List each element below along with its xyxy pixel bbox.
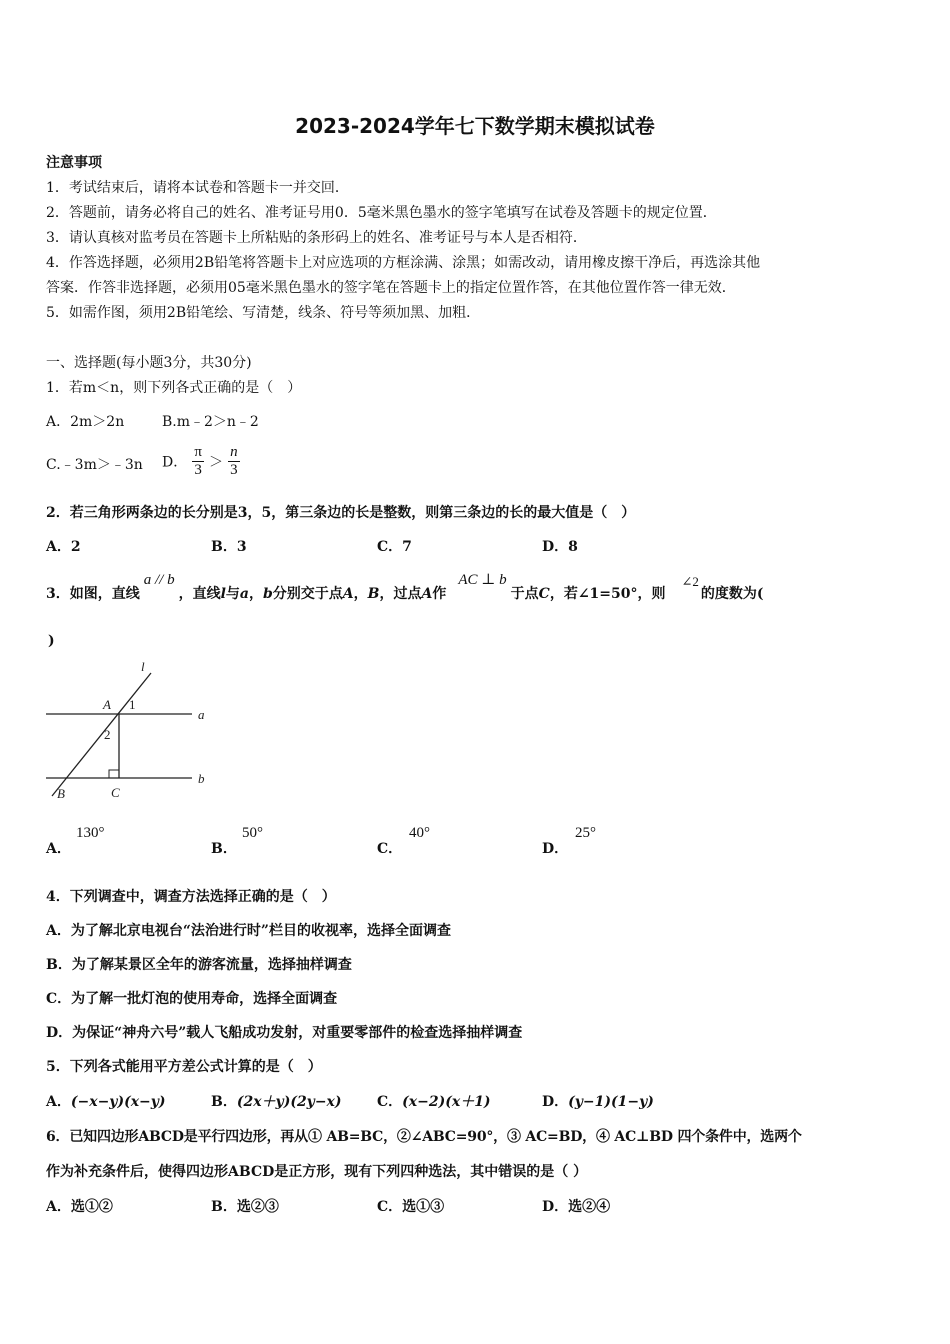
q3-text-18: 的度数为( — [700, 586, 764, 602]
label-angle-1: 1 — [129, 697, 136, 712]
q1-option-d-label: D． — [162, 454, 188, 471]
q2-option-b: B．3 — [211, 539, 247, 555]
q1-frac2-num: n — [230, 444, 238, 460]
q3-math-parallel: a // b — [143, 572, 175, 588]
q2-stem: 2．若三角形两条边的长分别是3，5，第三条边的长是整数，则第三条边的长的最大值是（ ） — [46, 505, 636, 521]
q6-option-c: C．选①③ — [377, 1199, 445, 1215]
q4-option-b: B．为了解某景区全年的游客流量，选择抽样调查 — [46, 957, 352, 973]
q5-option-a-label: A． — [46, 1094, 71, 1110]
q1-fraction-pi — [192, 444, 204, 479]
q5-option-c-label: C． — [377, 1094, 403, 1110]
q5-option-d-expr: (y−1)(1−y) — [568, 1094, 654, 1110]
q6-stem-line2: 作为补充条件后，使得四边形ABCD是正方形，现有下列四种选法，其中错误的是（ ） — [46, 1164, 588, 1180]
notice-item-1: 1．考试结束后，请将本试卷和答题卡一并交回． — [46, 180, 349, 196]
notice-item-5: 5．如需作图，须用2B铅笔绘、写清楚，线条、符号等须加黑、加粗． — [46, 305, 481, 321]
q3-text-17: ，若∠1=50°，则 — [549, 586, 666, 602]
q3-option-c-value: 40° — [409, 825, 430, 841]
q3-text-a: a — [239, 586, 249, 602]
q5-stem: 5．下列各式能用平方差公式计算的是（ ） — [46, 1059, 322, 1075]
page-title: 2023-2024学年七下数学期末模拟试卷 — [295, 114, 655, 138]
q1-option-b: B.m﹣2＞n﹣2 — [162, 414, 259, 430]
q3-figure — [40, 658, 220, 803]
q1-gt-sign: ＞ — [209, 454, 223, 471]
q1-frac1-den: 3 — [194, 462, 202, 478]
q3-option-b-label: B． — [211, 841, 237, 857]
q3-text-B: B — [367, 586, 380, 602]
q5-option-c — [377, 1091, 491, 1111]
q1-stem: 1．若m＜n，则下列各式正确的是（ ） — [46, 380, 302, 396]
q3-text-12: ，过点 — [379, 586, 422, 602]
notice-item-4: 4．作答选择题，必须用2B铅笔将答题卡上对应选项的方框涂满、涂黑；如需改动，请用橡皮擦干净后，再选涂其他 — [46, 255, 761, 271]
notice-item-2: 2．答题前，请务必将自己的姓名、准考证号用0．5毫米黑色墨水的签字笔填写在试卷及答题卡的规定位置． — [46, 205, 717, 221]
label-point-c: C — [111, 785, 120, 800]
q1-option-d — [162, 444, 240, 479]
q1-frac2-den: 3 — [230, 462, 238, 478]
q6-option-b: B．选②③ — [211, 1199, 279, 1215]
q3-text-2: ，直线 — [178, 586, 221, 602]
q1-option-a: A．2m＞2n — [46, 414, 125, 430]
label-b: b — [198, 771, 205, 786]
q2-option-c: C．7 — [377, 539, 412, 555]
q3-text-6: ， — [249, 586, 263, 602]
q1-fraction-n — [228, 444, 240, 479]
q3-text-C: C — [538, 586, 550, 602]
notice-item-3: 3．请认真核对监考员在答题卡上所粘贴的条形码上的姓名、准考证号与本人是否相符． — [46, 230, 587, 246]
label-a: a — [198, 707, 205, 722]
q3-option-a-value: 130° — [76, 825, 105, 841]
q5-option-b — [211, 1091, 342, 1111]
q5-option-a-expr: (−x−y)(x−y) — [70, 1094, 166, 1110]
label-l: l — [141, 659, 145, 674]
q3-stem — [46, 572, 764, 603]
q3-text-1: 3．如图，直线 — [46, 586, 140, 602]
q1-option-c: C.﹣3m＞﹣3n — [46, 457, 143, 473]
q5-option-b-label: B． — [211, 1094, 237, 1110]
q5-option-a — [46, 1091, 166, 1111]
q2-option-d: D．8 — [542, 539, 578, 555]
q3-text-8: 分别交于点 — [272, 586, 343, 602]
q4-option-c: C．为了解一批灯泡的使用寿命，选择全面调查 — [46, 991, 338, 1007]
q4-stem: 4．下列调查中，调查方法选择正确的是（ ） — [46, 889, 336, 905]
q3-math-angle2: ∠2 — [681, 574, 699, 589]
q3-option-c-label: C． — [377, 841, 403, 857]
q2-option-a: A．2 — [46, 539, 81, 555]
q3-option-b-value: 50° — [242, 825, 263, 841]
q3-option-d-label: D． — [542, 841, 569, 857]
notice-heading: 注意事项 — [46, 155, 102, 171]
label-point-a: A — [103, 697, 111, 712]
q5-option-c-expr: (x−2)(x＋1) — [402, 1094, 491, 1110]
section-heading: 一、选择题(每小题3分，共30分) — [46, 355, 252, 371]
label-point-b: B — [57, 786, 65, 801]
q3-text-b: b — [263, 586, 273, 602]
notice-item-4-cont: 答案．作答非选择题，必须用05毫米黑色墨水的签字笔在答题卡上的指定位置作答，在其他位置作答一律无效． — [46, 280, 736, 296]
q3-text-A1: A — [342, 586, 354, 602]
q3-text-l: l — [220, 586, 226, 602]
q5-option-d — [542, 1091, 654, 1111]
q5-option-b-expr: (2x＋y)(2y−x) — [236, 1094, 342, 1110]
q3-text-15: 于点 — [510, 586, 539, 602]
q3-text-4: 与 — [225, 586, 240, 602]
q6-option-a: A．选①② — [46, 1199, 113, 1215]
right-angle-mark — [109, 770, 119, 778]
q3-option-a-label: A． — [46, 841, 71, 857]
q3-text-14: 作 — [432, 586, 447, 602]
q3-math-perp: AC ⊥ b — [458, 572, 507, 588]
q1-frac1-num: π — [194, 444, 202, 460]
q6-stem-line1: 6．已知四边形ABCD是平行四边形，再从① AB=BC，②∠ABC=90°，③ AC=BD，④ AC⊥BD 四个条件中，选两个 — [46, 1129, 802, 1145]
q6-option-d: D．选②④ — [542, 1199, 611, 1215]
label-angle-2: 2 — [104, 727, 111, 742]
q3-option-d-value: 25° — [575, 825, 596, 841]
q4-option-a: A．为了解北京电视台“法治进行时”栏目的收视率，选择全面调查 — [46, 923, 451, 939]
q3-text-10: ， — [353, 586, 368, 602]
q4-option-d: D．为保证“神舟六号”载人飞船成功发射，对重要零部件的检查选择抽样调查 — [46, 1025, 523, 1041]
q3-text-A2: A — [421, 586, 433, 602]
q5-option-d-label: D． — [542, 1094, 569, 1110]
q3-close-paren: ) — [48, 633, 55, 649]
